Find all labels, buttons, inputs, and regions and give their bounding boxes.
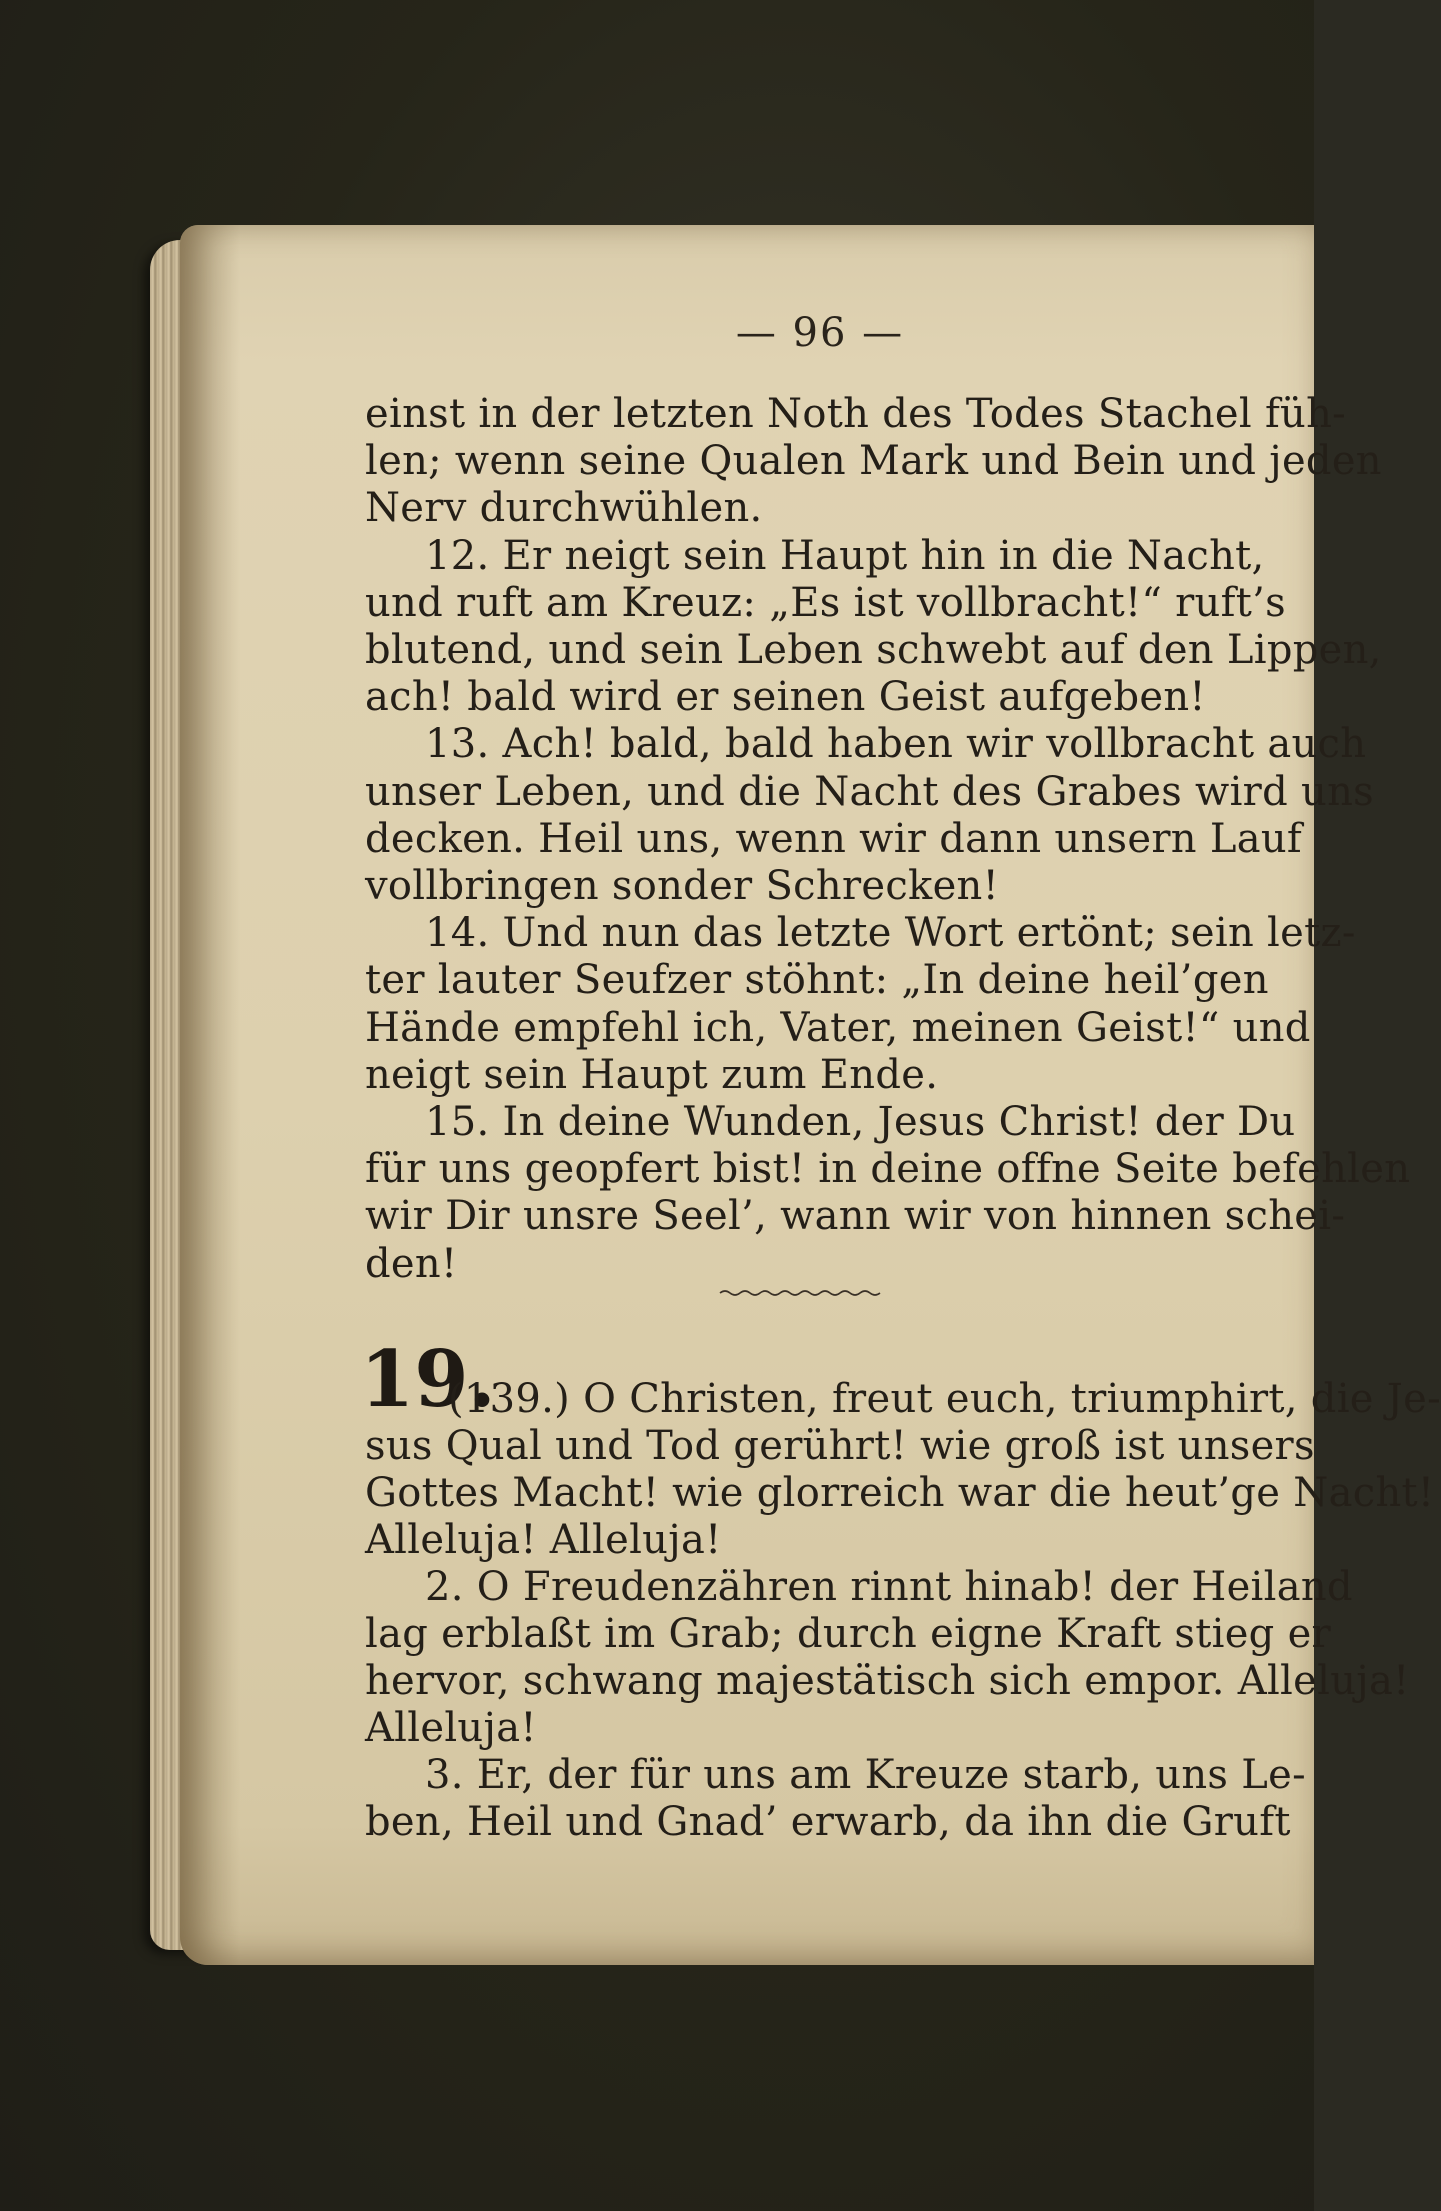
text-line: Nerv durchwühlen.	[365, 485, 763, 532]
text-line: (139.) O Christen, freut euch, triumphirt, die Je-	[448, 1376, 1441, 1422]
page-number: — 96 —	[735, 310, 905, 356]
text-line: sus Qual und Tod gerührt! wie groß ist unsers	[365, 1423, 1315, 1469]
text-line: und ruft am Kreuz: „Es ist vollbracht!“ ruft’s	[365, 579, 1286, 626]
text-line: lag erblaßt im Grab; durch eigne Kraft stieg er	[365, 1611, 1331, 1657]
text-line: den!	[365, 1240, 458, 1287]
text-line: neigt sein Haupt zum Ende.	[365, 1051, 939, 1098]
text-line: unser Leben, und die Nacht des Grabes wird uns	[365, 768, 1374, 815]
text-line: Gottes Macht! wie glorreich war die heut’ge Nacht!	[365, 1470, 1435, 1516]
text-line: Alleluja! Alleluja!	[365, 1517, 722, 1563]
text-line: 15. In deine Wunden, Jesus Christ! der Du	[425, 1099, 1296, 1145]
page-gutter-shadow	[180, 225, 240, 1965]
text-line: 3. Er, der für uns am Kreuze starb, uns Le-	[425, 1752, 1306, 1798]
text-line: decken. Heil uns, wenn wir dann unsern Lauf	[365, 815, 1303, 862]
text-line: len; wenn seine Qualen Mark und Bein und jeden	[365, 438, 1382, 485]
text-line: wir Dir unsre Seel’, wann wir von hinnen schei-	[365, 1193, 1346, 1240]
text-line: 12. Er neigt sein Haupt hin in die Nacht,	[425, 532, 1265, 579]
text-line: Hände empfehl ich, Vater, meinen Geist!“ und	[365, 1004, 1311, 1051]
text-line: 14. Und nun das letzte Wort ertönt; sein letz-	[425, 910, 1356, 957]
text-line: ach! bald wird er seinen Geist aufgeben!	[365, 674, 1206, 721]
hymn-number: 19.	[360, 1334, 496, 1425]
text-line: 2. O Freudenzähren rinnt hinab! der Heiland	[425, 1564, 1353, 1610]
text-line: für uns geopfert bist! in deine offne Seite befehlen	[365, 1146, 1411, 1193]
text-line: blutend, und sein Leben schwebt auf den Lippen,	[365, 627, 1382, 673]
text-line: ben, Heil und Gnad’ erwarb, da ihn die Gruft	[365, 1799, 1291, 1845]
text-line: Alleluja!	[365, 1705, 537, 1751]
text-line: hervor, schwang majestätisch sich empor. Alleluja!	[365, 1658, 1410, 1704]
text-line: 13. Ach! bald, bald haben wir vollbracht auch	[425, 721, 1367, 768]
text-line: ter lauter Seufzer stöhnt: „In deine heil’gen	[365, 957, 1269, 1004]
ornamental-divider	[720, 1288, 880, 1298]
text-line: vollbringen sonder Schrecken!	[365, 863, 999, 909]
text-line: einst in der letzten Noth des Todes Stachel füh-	[365, 391, 1347, 437]
